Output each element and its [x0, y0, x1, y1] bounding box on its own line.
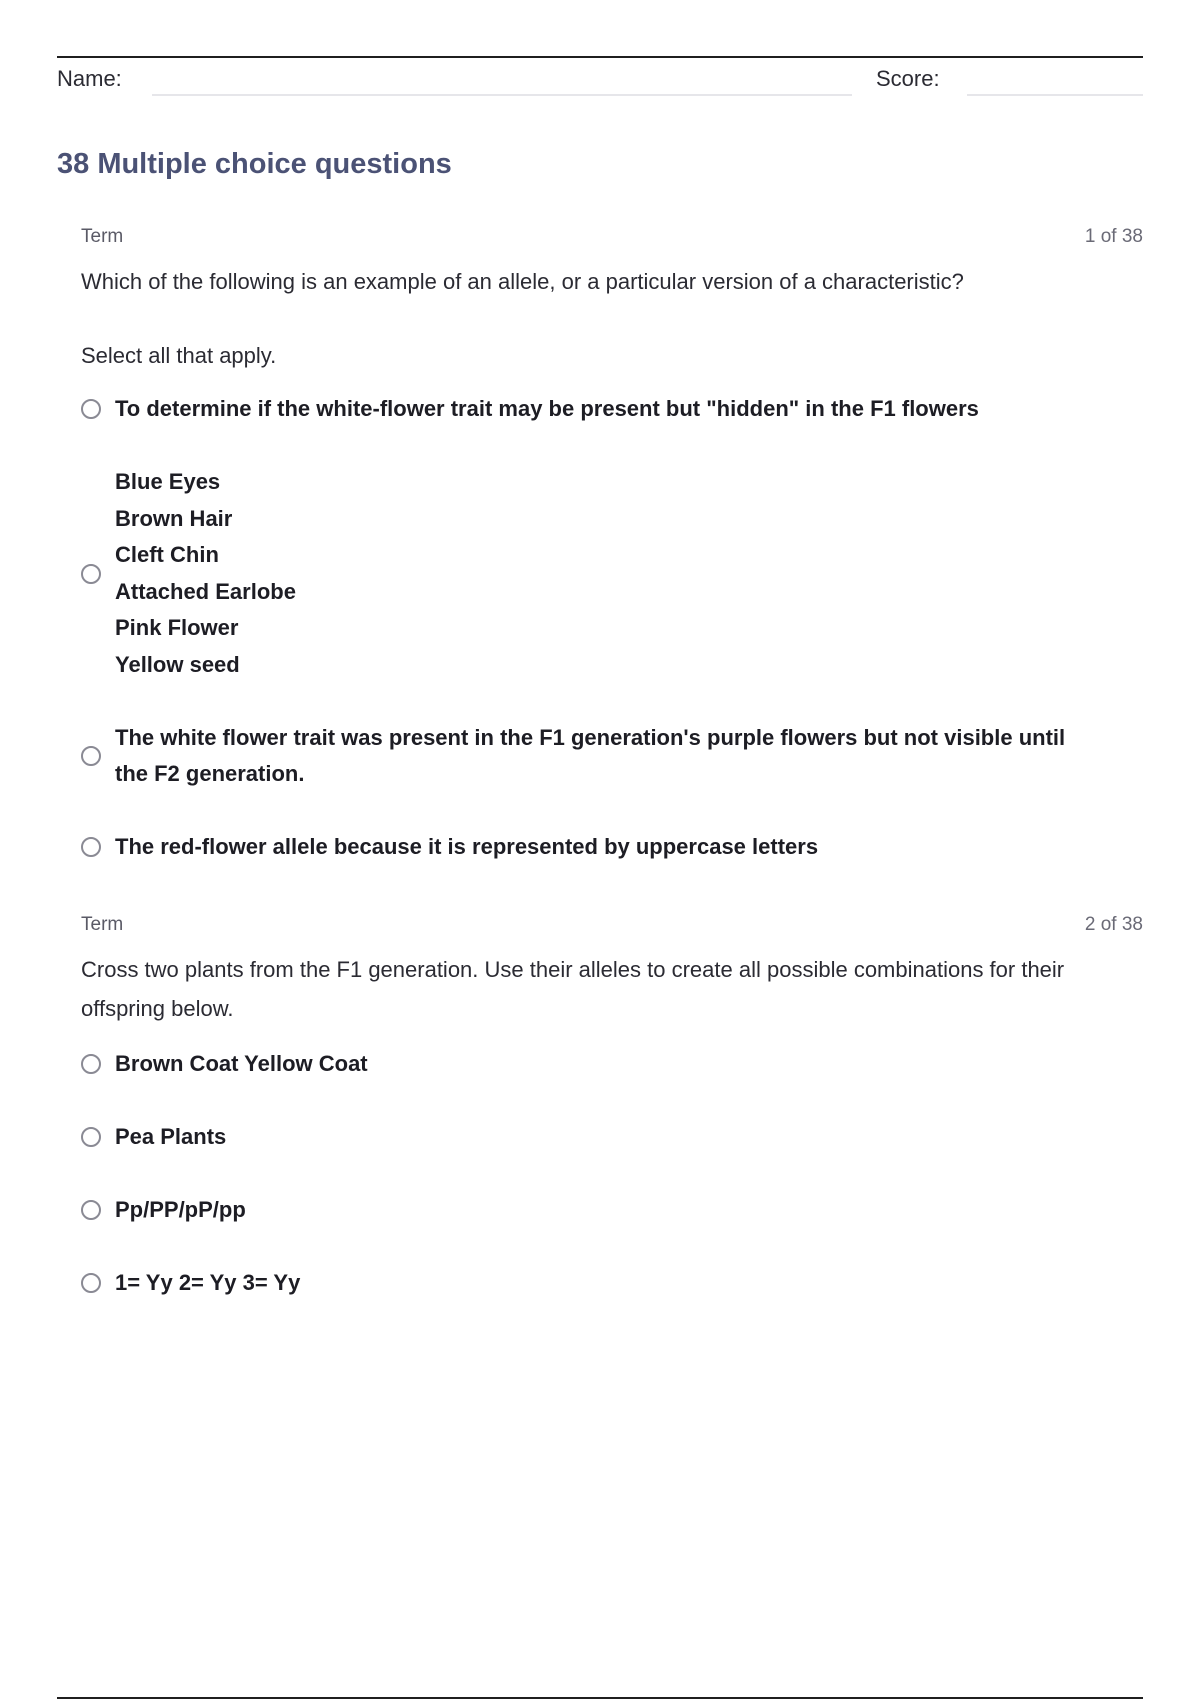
option-text: Brown Coat Yellow Coat: [115, 1051, 368, 1076]
option-line: Brown Hair: [115, 505, 233, 531]
score-label: Score:: [876, 66, 940, 91]
top-rule: [57, 56, 1143, 58]
answer-option[interactable]: [81, 1046, 1143, 1082]
radio-circle-icon[interactable]: [81, 837, 101, 857]
question-prompt: Cross two plants from the F1 generation. Use their alleles to create all possible combinations for their offspring below.: [81, 957, 1065, 1021]
option-line: Yellow seed: [115, 651, 240, 677]
answer-option[interactable]: [81, 1192, 1143, 1228]
question-counter: 1 of 38: [1084, 226, 1143, 247]
bottom-rule: [57, 1697, 1143, 1699]
option-text: The red-flower allele because it is represented by uppercase letters: [115, 834, 819, 859]
option-text: 1= Yy 2= Yy 3= Yy: [115, 1270, 301, 1295]
radio-circle-icon[interactable]: [81, 1054, 101, 1074]
answer-option[interactable]: [81, 1265, 1143, 1301]
question-1: [81, 226, 1143, 902]
section-title: 38 Multiple choice questions: [57, 148, 452, 180]
term-row: [81, 914, 1143, 938]
radio-circle-icon[interactable]: [81, 746, 101, 766]
answer-option[interactable]: [81, 1119, 1143, 1155]
option-list: [115, 464, 296, 683]
option-line: Blue Eyes: [115, 469, 221, 494]
term-row: [81, 226, 1143, 250]
question-prompt: Which of the following is an example of an allele, or a particular version of a characteristic?: [81, 269, 964, 294]
answer-option[interactable]: [81, 464, 1143, 683]
option-text: To determine if the white-flower trait may be present but "hidden" in the F1 flowers: [115, 396, 979, 421]
option-line: Cleft Chin: [115, 542, 219, 567]
name-label: Name:: [57, 66, 122, 91]
option-line: Attached Earlobe: [115, 578, 296, 604]
radio-circle-icon[interactable]: [81, 564, 101, 584]
option-text: Pp/PP/pP/pp: [115, 1197, 246, 1222]
radio-circle-icon[interactable]: [81, 1273, 101, 1293]
radio-circle-icon[interactable]: [81, 399, 101, 419]
name-field[interactable]: [152, 94, 852, 96]
question-2: [81, 914, 1143, 1301]
answer-options: [81, 1046, 1143, 1301]
score-field[interactable]: [967, 94, 1143, 96]
radio-circle-icon[interactable]: [81, 1200, 101, 1220]
question-instruction: Select all that apply.: [81, 343, 277, 368]
answer-options: [81, 391, 1143, 865]
option-text: The white flower trait was present in the F1 generation's purple flowers but not visible until the F2 generation.: [115, 725, 1066, 786]
option-text: Pea Plants: [115, 1124, 227, 1149]
answer-option[interactable]: [81, 829, 1143, 865]
term-label: Term: [81, 226, 124, 247]
answer-option[interactable]: [81, 720, 1143, 792]
option-line: Pink Flower: [115, 615, 239, 640]
radio-circle-icon[interactable]: [81, 1127, 101, 1147]
header-row: [57, 62, 1143, 98]
answer-option[interactable]: [81, 391, 1143, 427]
quiz-page: [57, 0, 1143, 1700]
term-label: Term: [81, 914, 124, 935]
question-counter: 2 of 38: [1084, 914, 1143, 935]
